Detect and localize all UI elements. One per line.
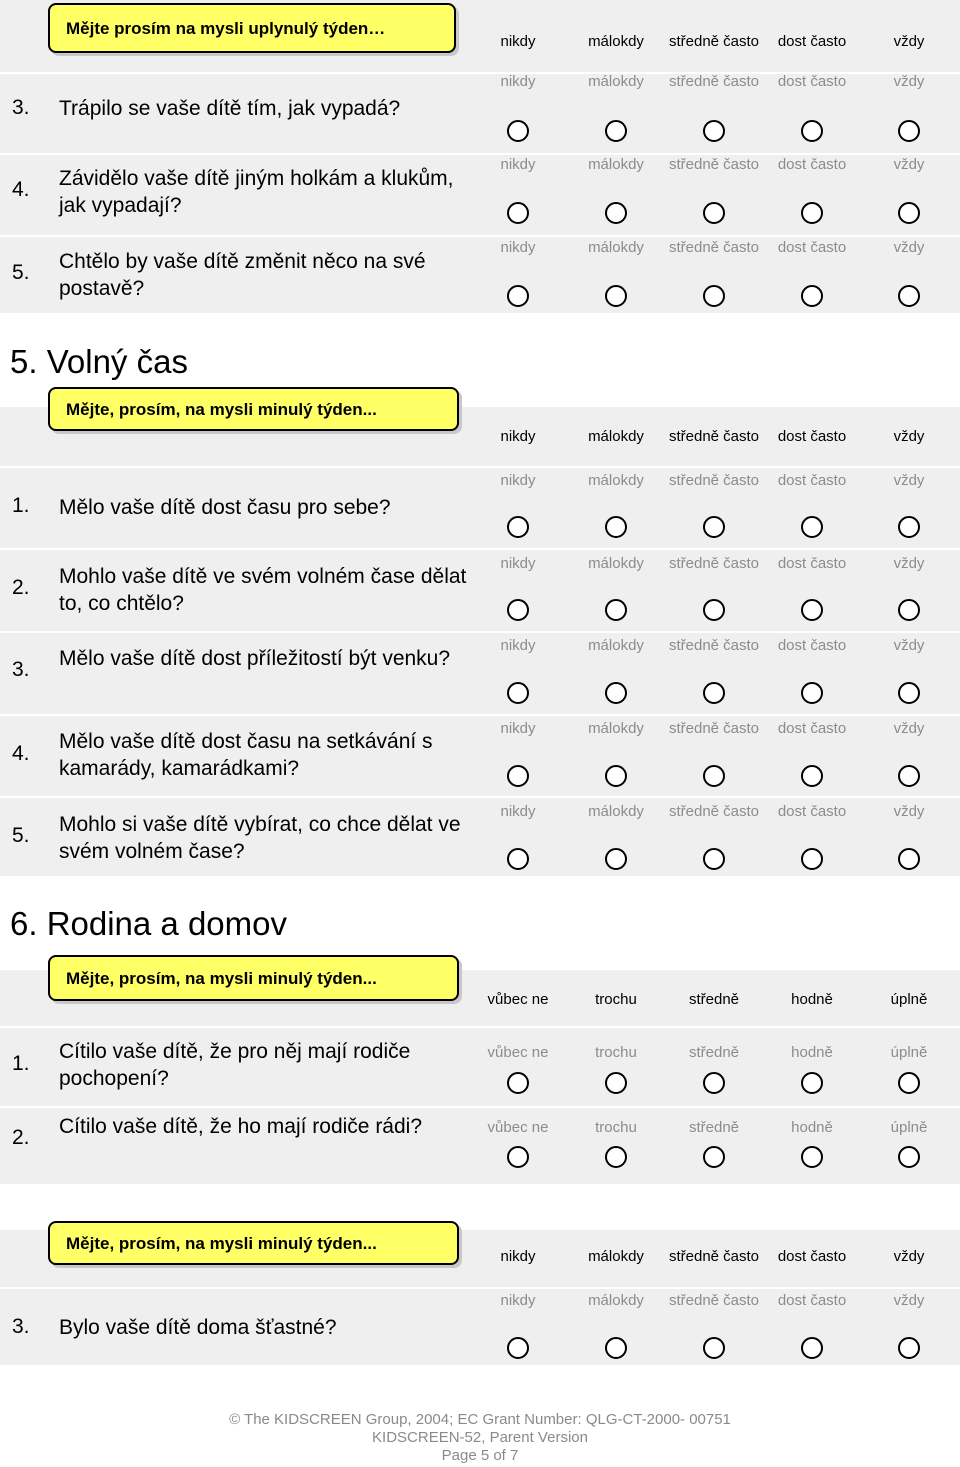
s4-header-option-label: málokdy [588, 33, 644, 50]
question-text: Trápilo se vaše dítě tím, jak vypadá? [59, 97, 401, 120]
radio-s5-q4-opt3[interactable] [703, 765, 725, 787]
question-number: 1. [12, 494, 30, 517]
s5-row-option-label: vždy [893, 472, 925, 489]
row-separator [0, 235, 960, 237]
s5-row-option-label: vždy [893, 637, 925, 654]
radio-s5-q1-opt3[interactable] [703, 516, 725, 538]
question-text: Bylo vaše dítě doma šťastné? [59, 1316, 337, 1339]
radio-s4-q5-opt4[interactable] [801, 285, 823, 307]
radio-s6-q2-opt4[interactable] [801, 1146, 823, 1168]
s6-row-option-label: trochu [595, 1119, 637, 1136]
question-number: 3. [12, 96, 30, 119]
s6b-header-option-label: vždy [893, 1248, 925, 1265]
radio-s5-q4-opt2[interactable] [605, 765, 627, 787]
s5-instruction-header: Mějte, prosím, na mysli minulý týden... [48, 387, 459, 431]
radio-s4-q5-opt3[interactable] [703, 285, 725, 307]
s6b-row-option-label: vždy [893, 1292, 925, 1309]
s5-row-option-label: málokdy [588, 803, 644, 820]
s6-instruction-header: Mějte, prosím, na mysli minulý týden... [48, 955, 459, 1001]
s4-row-option-label: středně často [668, 156, 760, 173]
radio-s4-q3-opt1[interactable] [507, 120, 529, 142]
s6-row-option-label: středně [688, 1119, 740, 1136]
s5-row-option-label: středně často [668, 803, 760, 820]
section-title: 6. Rodina a domov [10, 905, 288, 942]
radio-s4-q3-opt2[interactable] [605, 120, 627, 142]
radio-s5-q5-opt2[interactable] [605, 848, 627, 870]
radio-s4-q5-opt5[interactable] [898, 285, 920, 307]
radio-s5-q4-opt5[interactable] [898, 765, 920, 787]
radio-s4-q3-opt4[interactable] [801, 120, 823, 142]
s6-row-option-label: hodně [791, 1119, 833, 1136]
row-separator [0, 466, 960, 468]
s5-row-option-label: nikdy [500, 720, 536, 737]
s6b-header-option-label: málokdy [588, 1248, 644, 1265]
s4-header-option-label: středně často [668, 33, 760, 50]
s5-row-option-label: vždy [893, 803, 925, 820]
question-number: 1. [12, 1052, 30, 1075]
row-separator [0, 796, 960, 798]
question-text: Mělo vaše dítě dost času na setkávání s kamarády, kamarádkami? [59, 730, 433, 780]
s6b-header-option-label: nikdy [500, 1248, 536, 1265]
radio-s5-q2-opt2[interactable] [605, 599, 627, 621]
s6-header-option-label: úplně [890, 991, 928, 1008]
radio-s6-q2-opt3[interactable] [703, 1146, 725, 1168]
radio-s5-q5-opt3[interactable] [703, 848, 725, 870]
radio-s5-q5-opt1[interactable] [507, 848, 529, 870]
s6b-row-option-label: středně často [668, 1292, 760, 1309]
row-separator [0, 1106, 960, 1108]
s6-row-option-label: vůbec ne [487, 1119, 549, 1136]
question-text: Cítilo vaše dítě, že ho mají rodiče rádi? [59, 1115, 423, 1138]
section-title: 5. Volný čas [10, 343, 188, 380]
s5-row-option-label: vždy [893, 720, 925, 737]
radio-s5-q2-opt5[interactable] [898, 599, 920, 621]
s5-header-option-label: dost často [777, 428, 847, 445]
radio-s6-q1-opt3[interactable] [703, 1072, 725, 1094]
radio-s5-q4-opt4[interactable] [801, 765, 823, 787]
footer-page-number: Page 5 of 7 [441, 1447, 519, 1464]
radio-s5-q5-opt5[interactable] [898, 848, 920, 870]
s4-row-option-label: nikdy [500, 73, 536, 90]
s6-row-option-label: vůbec ne [487, 1044, 549, 1061]
radio-s4-q4-opt3[interactable] [703, 202, 725, 224]
s6b-row-option-label: nikdy [500, 1292, 536, 1309]
row-separator [0, 548, 960, 550]
s5-row-option-label: málokdy [588, 637, 644, 654]
s6b-row-option-label: málokdy [588, 1292, 644, 1309]
s4-row-option-label: dost často [777, 156, 847, 173]
radio-s6-q1-opt5[interactable] [898, 1072, 920, 1094]
radio-s4-q4-opt2[interactable] [605, 202, 627, 224]
radio-s6b-q3-opt1[interactable] [507, 1337, 529, 1359]
s5-row-option-label: středně často [668, 637, 760, 654]
question-number: 4. [12, 742, 30, 765]
radio-s5-q5-opt4[interactable] [801, 848, 823, 870]
s6-row-option-label: hodně [791, 1044, 833, 1061]
radio-s5-q2-opt4[interactable] [801, 599, 823, 621]
s5-row-option-label: málokdy [588, 555, 644, 572]
question-number: 3. [12, 658, 30, 681]
question-text: Mohlo vaše dítě ve svém volném čase dělat to, co chtělo? [59, 565, 467, 615]
s5-row-option-label: dost často [777, 472, 847, 489]
radio-s5-q4-opt1[interactable] [507, 765, 529, 787]
radio-s5-q3-opt3[interactable] [703, 682, 725, 704]
radio-s4-q5-opt2[interactable] [605, 285, 627, 307]
radio-s6-q2-opt5[interactable] [898, 1146, 920, 1168]
row-separator [0, 714, 960, 716]
radio-s4-q5-opt1[interactable] [507, 285, 529, 307]
s5-row-option-label: nikdy [500, 472, 536, 489]
radio-s4-q3-opt3[interactable] [703, 120, 725, 142]
row-separator [0, 1026, 960, 1028]
s5-header-option-label: středně často [668, 428, 760, 445]
question-text: Mohlo si vaše dítě vybírat, co chce dělat ve svém volném čase? [59, 813, 461, 863]
s4-row-option-label: vždy [893, 73, 925, 90]
question-number: 5. [12, 824, 30, 847]
radio-s6-q1-opt1[interactable] [507, 1072, 529, 1094]
radio-s6b-q3-opt4[interactable] [801, 1337, 823, 1359]
s5-row-option-label: dost často [777, 637, 847, 654]
s5-header-option-label: nikdy [500, 428, 536, 445]
radio-s5-q3-opt4[interactable] [801, 682, 823, 704]
s6b-row-option-label: dost často [777, 1292, 847, 1309]
radio-s5-q2-opt3[interactable] [703, 599, 725, 621]
s4-header-option-label: vždy [893, 33, 925, 50]
row-separator [0, 1287, 960, 1289]
s5-row-option-label: středně často [668, 472, 760, 489]
question-number: 3. [12, 1315, 30, 1338]
radio-s6b-q3-opt2[interactable] [605, 1337, 627, 1359]
radio-s5-q1-opt2[interactable] [605, 516, 627, 538]
s4-row-option-label: dost často [777, 73, 847, 90]
question-text: Závidělo vaše dítě jiným holkám a klukům, jak vypadají? [59, 167, 454, 217]
radio-s4-q4-opt1[interactable] [507, 202, 529, 224]
s4-row-option-label: nikdy [500, 156, 536, 173]
s6b-instruction-header: Mějte, prosím, na mysli minulý týden... [48, 1221, 459, 1265]
radio-s5-q1-opt4[interactable] [801, 516, 823, 538]
s4-row-option-label: vždy [893, 239, 925, 256]
s5-header-option-label: málokdy [588, 428, 644, 445]
s6b-header-option-label: dost často [777, 1248, 847, 1265]
s6b-header-option-label: středně často [668, 1248, 760, 1265]
s5-row-option-label: dost často [777, 555, 847, 572]
radio-s5-q2-opt1[interactable] [507, 599, 529, 621]
radio-s6-q2-opt2[interactable] [605, 1146, 627, 1168]
question-number: 2. [12, 1126, 30, 1149]
row-separator [0, 631, 960, 633]
s6-header-option-label: trochu [595, 991, 637, 1008]
radio-s5-q1-opt1[interactable] [507, 516, 529, 538]
question-number: 2. [12, 576, 30, 599]
s6-header-option-label: středně [688, 991, 740, 1008]
s4-row-option-label: málokdy [588, 239, 644, 256]
radio-s5-q3-opt5[interactable] [898, 682, 920, 704]
s5-header-option-label: vždy [893, 428, 925, 445]
s4-row-option-label: málokdy [588, 156, 644, 173]
s5-row-option-label: nikdy [500, 803, 536, 820]
s4-header-option-label: nikdy [500, 33, 536, 50]
s5-row-option-label: málokdy [588, 720, 644, 737]
s4-row-option-label: dost často [777, 239, 847, 256]
question-text: Mělo vaše dítě dost příležitostí být venku? [59, 647, 451, 670]
s4-row-option-label: nikdy [500, 239, 536, 256]
s6-row-option-label: trochu [595, 1044, 637, 1061]
s5-row-option-label: nikdy [500, 637, 536, 654]
question-text: Cítilo vaše dítě, že pro něj mají rodiče pochopení? [59, 1040, 411, 1090]
radio-s4-q4-opt4[interactable] [801, 202, 823, 224]
s5-row-option-label: málokdy [588, 472, 644, 489]
footer-copyright: © The KIDSCREEN Group, 2004; EC Grant Number: QLG-CT-2000- 00751 [229, 1411, 731, 1428]
row-separator [0, 153, 960, 155]
s4-row-option-label: vždy [893, 156, 925, 173]
radio-s5-q3-opt1[interactable] [507, 682, 529, 704]
radio-s6-q1-opt4[interactable] [801, 1072, 823, 1094]
s4-instruction-header: Mějte prosím na mysli uplynulý týden… [48, 3, 456, 53]
radio-s5-q3-opt2[interactable] [605, 682, 627, 704]
s6-row-option-label: úplně [890, 1119, 928, 1136]
question-number: 4. [12, 178, 30, 201]
s4-row-option-label: málokdy [588, 73, 644, 90]
radio-s6-q2-opt1[interactable] [507, 1146, 529, 1168]
radio-s6b-q3-opt5[interactable] [898, 1337, 920, 1359]
radio-s4-q3-opt5[interactable] [898, 120, 920, 142]
s5-row-option-label: vždy [893, 555, 925, 572]
s5-row-option-label: nikdy [500, 555, 536, 572]
s6-header-option-label: hodně [791, 991, 833, 1008]
s5-row-option-label: dost často [777, 803, 847, 820]
radio-s4-q4-opt5[interactable] [898, 202, 920, 224]
radio-s6-q1-opt2[interactable] [605, 1072, 627, 1094]
s6-header-option-label: vůbec ne [487, 991, 549, 1008]
question-number: 5. [12, 261, 30, 284]
s4-row-option-label: středně často [668, 239, 760, 256]
question-text: Chtělo by vaše dítě změnit něco na své postavě? [59, 250, 426, 300]
s6-row-option-label: středně [688, 1044, 740, 1061]
footer-version: KIDSCREEN-52, Parent Version [372, 1429, 588, 1446]
s5-row-option-label: středně často [668, 720, 760, 737]
s4-header-option-label: dost často [777, 33, 847, 50]
s5-row-option-label: středně často [668, 555, 760, 572]
question-text: Mělo vaše dítě dost času pro sebe? [59, 496, 391, 519]
s5-row-option-label: dost často [777, 720, 847, 737]
radio-s5-q1-opt5[interactable] [898, 516, 920, 538]
radio-s6b-q3-opt3[interactable] [703, 1337, 725, 1359]
s4-row-option-label: středně často [668, 73, 760, 90]
s6-row-option-label: úplně [890, 1044, 928, 1061]
